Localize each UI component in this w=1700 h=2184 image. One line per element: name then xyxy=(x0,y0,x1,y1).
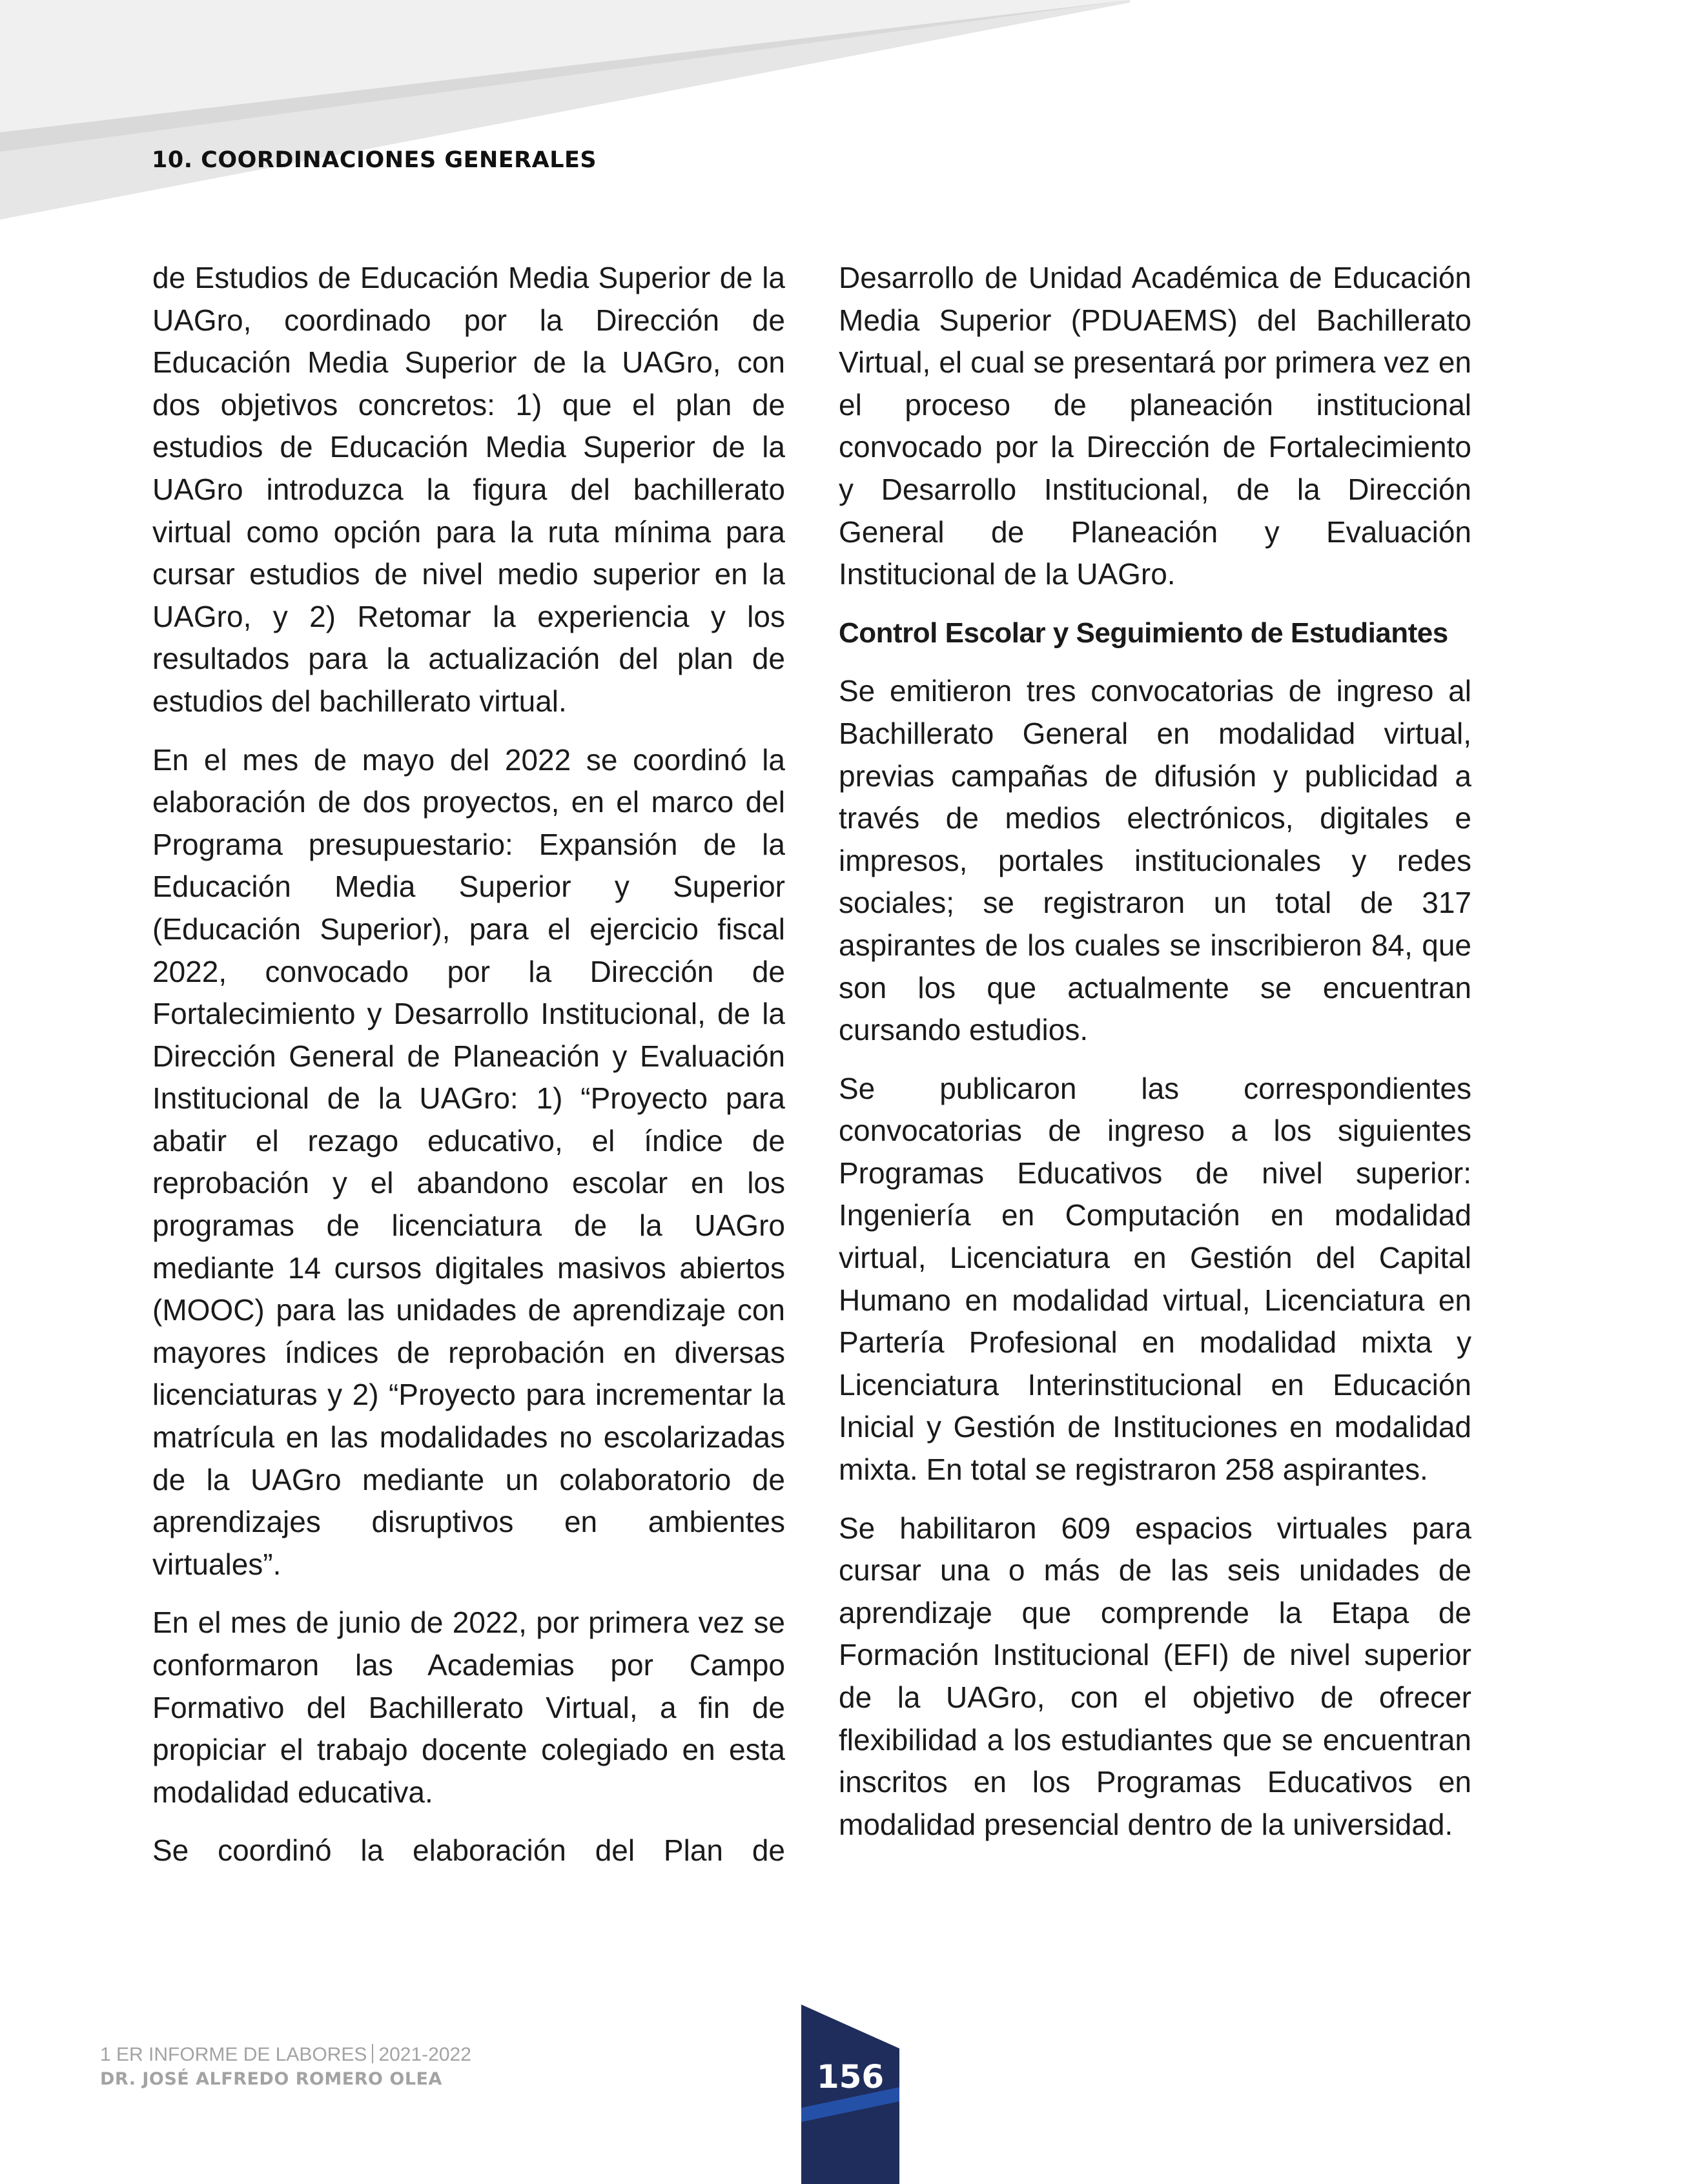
footer-report-title xyxy=(100,2044,471,2066)
subheading: Control Escolar y Seguimiento de Estudiantes xyxy=(839,617,1448,649)
right-column xyxy=(839,257,1471,1862)
section-title: 10. COORDINACIONES GENERALES xyxy=(152,147,597,173)
footer-divider xyxy=(372,2044,373,2063)
report-period: 2021-2022 xyxy=(378,2044,471,2065)
paragraph: Desarrollo de Unidad Académica de Educación Media Superior (PDUAEMS) del Bachillerato Virtual, el cual se presentará por primera vez en el proceso de planeación institucional convocado por la Dirección de Fortalecimiento y Desarrollo Institucional, de la Dirección General de Planeación y Evaluación Institucional de la UAGro. xyxy=(839,261,1471,591)
paragraph: Se habilitaron 609 espacios virtuales para cursar una o más de las seis unidades de aprendizaje que comprende la Etapa de Formación Institucional (EFI) de nivel superior de la UAGro, con el objetivo de ofrecer flexibilidad a los estudiantes que se encuentran inscritos en los Programas Educativos en modalidad presencial dentro de la universidad. xyxy=(839,1511,1471,1841)
page-number: 156 xyxy=(816,2058,885,2096)
paragraph: En el mes de mayo del 2022 se coordinó la elaboración de dos proyectos, en el marco del Programa presupuestario: Expansión de la Educación Media Superior y Superior (Educación Superior), para el ejercicio fiscal 2022, convocado por la Dirección de Fortalecimiento y Desarrollo Institucional, de la Dirección General de Planeación y Evaluación Institucional de la UAGro: 1) “Proyecto para abatir el rezago educativo, el índice de reprobación y el abandono escolar en los programas de licenciatura de la UAGro mediante 14 cursos digitales masivos abiertos (MOOC) para las unidades de aprendizaje con mayores índices de reprobación en diversas licenciaturas y 2) “Proyecto para incrementar la matrícula en las modalidades no escolarizadas de la UAGro mediante un colaboratorio de aprendizajes disruptivos en ambientes virtuales”. xyxy=(152,742,785,1581)
left-column xyxy=(152,257,785,1888)
report-title: 1 ER INFORME DE LABORES xyxy=(100,2044,367,2065)
paragraph: Se coordinó la elaboración del Plan de xyxy=(152,1833,785,1868)
paragraph: de Estudios de Educación Media Superior de la UAGro, coordinado por la Dirección de Educación Media Superior de la UAGro, con dos objetivos concretos: 1) que el plan de estudios de Educación Media Superior de la UAGro introduzca la figura del bachillerato virtual como opción para la ruta mínima para cursar estudios de nivel medio superior en la UAGro, y 2) Retomar la experiencia y los resultados para la actualización del plan de estudios del bachillerato virtual. xyxy=(152,261,785,718)
paragraph: Se publicaron las correspondientes convocatorias de ingreso a los siguientes Programas Educativos de nivel superior: Ingeniería en Computación en modalidad virtual, Licenciatura en Gestión del Capital Humano en modalidad virtual, Licenciatura en Partería Profesional en modalidad mixta y Licenciatura Interinstitucional en Educación Inicial y Gestión de Instituciones en modalidad mixta. En total se registraron 258 aspirantes. xyxy=(839,1071,1471,1487)
paragraph: En el mes de junio de 2022, por primera vez se conformaron las Academias por Campo Formativo del Bachillerato Virtual, a fin de propiciar el trabajo docente colegiado en esta modalidad educativa. xyxy=(152,1606,785,1809)
paragraph: Se emitieron tres convocatorias de ingreso al Bachillerato General en modalidad virtual, previas campañas de difusión y publicidad a través de medios electrónicos, digitales e impresos, portales institucionales y redes sociales; se registraron un total de 317 aspirantes de los cuales se inscribieron 84, que son los que actualmente se encuentran cursando estudios. xyxy=(839,674,1471,1047)
header-decoration xyxy=(0,0,1700,232)
footer-author: DR. JOSÉ ALFREDO ROMERO OLEA xyxy=(100,2069,442,2089)
